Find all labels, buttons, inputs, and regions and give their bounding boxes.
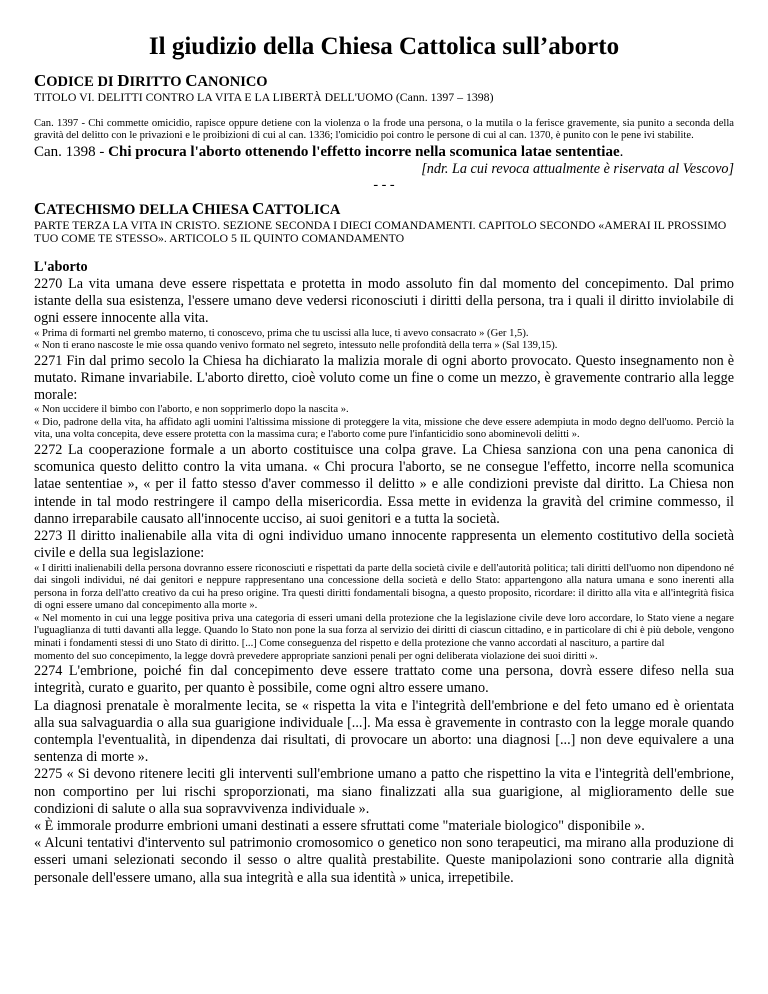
separator: - - - <box>373 176 395 193</box>
quote-2270b: « Non ti erano nascoste le mie ossa quando venivo formato nel segreto, intessuto nelle profondità della terra » (Sal 139,15). <box>34 340 558 352</box>
section-title: L'aborto <box>34 258 88 275</box>
heading-part: C <box>185 71 198 90</box>
can-1398 <box>34 143 734 161</box>
paragraph-2275c: « Alcuni tentativi d'intervento sul patrimonio cromosomico o genetico non sono terapeutici, ma mirano alla produzione di esseri umani selezionati secondo il sesso o altre qualità prestabilite. Queste manipolazioni sono contrarie alla dignità personale dell'essere umano, alla sua integrità e alla sua identità » unica, irrepetibile. <box>34 835 734 886</box>
can-1398-bold: Chi procura l'aborto ottenendo l'effetto incorre nella scomunica latae sententiae <box>108 143 620 160</box>
heading-part: HIESA <box>204 201 253 218</box>
heading-part: IRITTO <box>129 74 186 90</box>
paragraph-2271: 2271 Fin dal primo secolo la Chiesa ha dichiarato la malizia morale di ogni aborto provocato. Questo insegnamento non è mutato. Rimane invariabile. L'aborto diretto, cioè voluto come un fine o come un mezzo, è gravemente contrario alla legge morale: <box>34 352 734 404</box>
catechismo-subtitle: PARTE TERZA LA VITA IN CRISTO. SEZIONE SECONDA I DIECI COMANDAMENTI. CAPITOLO SECONDO «AMERAI IL PROSSIMO TUO COME TE STESSO». ARTICOLO 5 IL QUINTO COMANDAMENTO <box>34 217 727 246</box>
quote-2270a: « Prima di formarti nel grembo materno, ti conoscevo, prima che tu uscissi alla luce, ti avevo consacrato » (Ger 1,5). <box>34 327 529 339</box>
paragraph-2274: 2274 L'embrione, poiché fin dal concepimento deve essere trattato come una persona, dovrà essere difeso nella sua integrità, curato e guarito, per quanto è possibile, come ogni altro essere umano. <box>34 663 734 697</box>
quote-2273a: « I diritti inalienabili della persona dovranno essere riconosciuti e rispettati da parte della società civile e dell'autorità politica; tali diritti dell'uomo non dipendono né dai singoli individui, né dai genitori e neppure rappresentano una concessione della società e dello Stato: appartengono alla natura umana e sono inerenti alla persona in forza dell'atto creativo da cui ha preso origine. Tra questi diritti fondamentali bisogna, a questo proposito, ricordare: il diritto alla vita e all'integrità fisica di ogni essere umano dal concepimento alla morte ». <box>34 562 734 612</box>
codice-heading <box>34 72 734 91</box>
paragraph-2273: 2273 Il diritto inalienabile alla vita di ogni individuo umano innocente rappresenta un elemento costitutivo della società civile e della sua legislazione: <box>34 528 734 562</box>
editor-note: [ndr. La cui revoca attualmente è riservata al Vescovo] <box>421 160 734 177</box>
heading-part: C <box>191 198 205 218</box>
paragraph-2274b: La diagnosi prenatale è moralmente lecita, se « rispetta la vita e l'integrità dell'embrione e del feto umano ed è orientata alla sua salvaguardia o alla sua guarigione individuale [...]. Ma essa è gravemente in contrasto con la legge morale quando contempla l'eventualità, in dipendenza dai risultati, di provocare un aborto: una diagnosi [...] non deve equivalere a una sentenza di morte ». <box>34 697 734 766</box>
paragraph-2272: 2272 La cooperazione formale a un aborto costituisce una colpa grave. La Chiesa sanziona con una pena canonica di scomunica questo delitto contro la vita umana. « Chi procura l'aborto, se ne consegue l'effetto, incorre nella scomunica latae sententiae », « per il fatto stesso d'aver commesso il delitto » e alle condizioni previste dal diritto. La Chiesa non intende in tal modo restringere il campo della misericordia. Essa mette in evidenza la gravità del crimine commesso, il danno irreparabile causato all'innocente ucciso, ai suoi genitori e a tutta la società. <box>34 442 734 527</box>
paragraph-2270: 2270 La vita umana deve essere rispettata e protetta in modo assoluto fin dal momento del concepimento. Dal primo istante della sua esistenza, l'essere umano deve vedersi riconosciuti i diritti della persona, tra i quali il diritto inviolabile di ogni essere innocente alla vita. <box>34 275 734 327</box>
quote-2271a: « Non uccidere il bimbo con l'aborto, e non sopprimerlo dopo la nascita ». <box>34 404 349 416</box>
catechismo-heading <box>34 200 734 219</box>
heading-part: ODICE DI <box>46 74 118 90</box>
paragraph-2275: 2275 « Si devono ritenere leciti gli interventi sull'embrione umano a patto che rispettino la vita e l'integrità dell'embrione, non comportino per lui rischi sproporzionati, ma siano finalizzati alla sua guarigione, al miglioramento delle sue condizioni di salute o alla sua sopravvivenza individuale ». <box>34 766 734 817</box>
heading-part: C <box>34 71 47 90</box>
quote-2273b: « Nel momento in cui una legge positiva priva una categoria di esseri umani della protezione che la legislazione civile deve loro accordare, lo Stato viene a negare l'uguaglianza di tutti davanti alla legge. Quando lo Stato non pone la sua forza al servizio dei diritti di ciascun cittadino, e in particolare di chi è più debole, vengono minati i fondamenti stessi di uno Stato di diritto. [...] Come conseguenza del rispetto e della protezione che vanno accordati al nascituro, a partire dal <box>34 612 734 650</box>
quote-2273c: momento del suo concepimento, la legge dovrà prevedere appropriate sanzioni penali per ogni deliberata violazione dei suoi diritti ». <box>34 650 598 662</box>
can-1398-suffix: . <box>619 143 624 160</box>
codice-subtitle: TITOLO VI. DELITTI CONTRO LA VITA E LA LIBERTÀ DELL'UOMO (Cann. 1397 – 1398) <box>34 90 494 104</box>
heading-part: ANONICO <box>197 74 268 90</box>
heading-part: C <box>34 198 47 218</box>
can-1397: Can. 1397 - Chi commette omicidio, rapisce oppure detiene con la violenza o la frode una persona, o la mutila o la ferisce gravemente, sia punito a seconda della gravità del delitto con le privazioni e le proibizioni di cui al can. 1336; l'omicidio poi contro le persone di cui al can. 1370, è punito con le pene ivi stabilite. <box>34 117 734 142</box>
can-1398-prefix: Can. 1398 - <box>34 143 109 160</box>
page-title: Il giudizio della Chiesa Cattolica sull’aborto <box>148 33 620 60</box>
heading-part: ATTOLICA <box>264 201 341 218</box>
heading-part: C <box>252 198 265 218</box>
paragraph-2275b: « È immorale produrre embrioni umani destinati a essere sfruttati come "materiale biologico" disponibile ». <box>34 818 645 835</box>
heading-part: ATECHISMO DELLA <box>46 201 192 218</box>
heading-part: D <box>117 71 130 90</box>
quote-2271b: « Dio, padrone della vita, ha affidato agli uomini l'altissima missione di proteggere la vita, missione che deve essere adempiuta in modo degno dell'uomo. Perciò la vita, una volta concepita, deve essere protetta con la massima cura; e l'aborto come pure l'infanticidio sono abominevoli delitti ». <box>34 416 734 441</box>
